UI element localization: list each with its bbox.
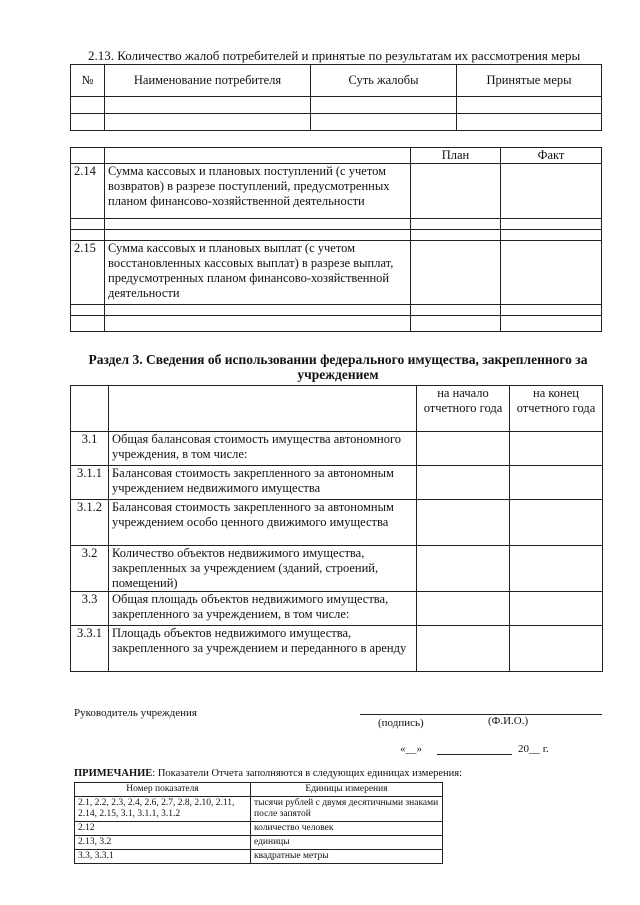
head-of-institution-label: Руководитель учреждения <box>74 707 197 719</box>
note-label: ПРИМЕЧАНИЕ <box>74 768 153 779</box>
row-number: 3.3.1 <box>71 626 109 672</box>
unit-name: квадратные метры <box>251 850 443 864</box>
note-text: : Показатели Отчета заполняются в следующих единицах измерения: <box>152 768 463 779</box>
indicator-codes: 2.13, 3.2 <box>75 836 251 850</box>
col-header-unit: Единицы измерения <box>251 783 443 797</box>
col-header-measures: Принятые меры <box>457 65 602 97</box>
col-header-complaint: Суть жалобы <box>311 65 457 97</box>
col-header-fact: Факт <box>501 148 602 164</box>
fio-caption: (Ф.И.О.) <box>488 715 529 727</box>
section-2-13-title: 2.13. Количество жалоб потребителей и принятые по результатам их рассмотрения меры <box>88 48 581 63</box>
note-heading <box>74 768 462 779</box>
row-number: 2.15 <box>71 241 105 305</box>
row-text: Площадь объектов недвижимого имущества, закрепленного за учреждением и переданного в аренду <box>109 626 417 672</box>
table-row <box>71 626 603 672</box>
row-number: 3.1.1 <box>71 466 109 500</box>
plan-fact-table <box>70 147 602 332</box>
row-text: Сумма кассовых и плановых поступлений (с учетом возвратов) в разрезе поступлений, предусмотренных планом финансово-хозяйственной деятельности <box>105 164 411 219</box>
row-text: Общая площадь объектов недвижимого имущества, закрепленного за учреждением, в том числе: <box>109 592 417 626</box>
table-row <box>71 500 603 546</box>
col-header-start-year: на начало отчетного года <box>417 386 510 432</box>
col-header-consumer: Наименование потребителя <box>105 65 311 97</box>
table-row <box>71 432 603 466</box>
row-text: Общая балансовая стоимость имущества автономного учреждения, в том числе: <box>109 432 417 466</box>
row-number: 2.14 <box>71 164 105 219</box>
table-row <box>71 546 603 592</box>
row-number: 3.3 <box>71 592 109 626</box>
row-number: 3.1.2 <box>71 500 109 546</box>
row-text: Балансовая стоимость закрепленного за автономным учреждением особо ценного движимого имущества <box>109 500 417 546</box>
row-text: Балансовая стоимость закрепленного за автономным учреждением недвижимого имущества <box>109 466 417 500</box>
signature-line <box>360 714 602 715</box>
table-row <box>75 822 443 836</box>
table-row <box>75 850 443 864</box>
row-text: Количество объектов недвижимого имущества, закрепленных за учреждением (зданий, строений, помещений) <box>109 546 417 592</box>
indicator-codes: 2.12 <box>75 822 251 836</box>
section-3-title: Раздел 3. Сведения об использовании федерального имущества, закрепленного за учреждением <box>88 352 588 382</box>
col-header-plan: План <box>411 148 501 164</box>
table-row <box>71 97 602 114</box>
date-line <box>437 754 512 755</box>
col-header-number: № <box>71 65 105 97</box>
row-number: 3.2 <box>71 546 109 592</box>
property-table <box>70 385 603 672</box>
indicator-codes: 2.1, 2.2, 2.3, 2.4, 2.6, 2.7, 2.8, 2.10, 2.11, 2.14, 2.15, 3.1, 3.1.1, 3.1.2 <box>75 797 251 822</box>
unit-name: единицы <box>251 836 443 850</box>
table-row <box>71 114 602 131</box>
table-row <box>71 241 602 305</box>
unit-name: тысячи рублей с двумя десятичными знаками после запятой <box>251 797 443 822</box>
units-table <box>74 782 443 864</box>
signature-caption: (подпись) <box>378 717 424 729</box>
table-row <box>71 164 602 219</box>
row-text: Сумма кассовых и плановых выплат (с учетом восстановленных кассовых выплат) в разрезе выплат, предусмотренных планом финансово-хозяйственной деятельности <box>105 241 411 305</box>
row-number: 3.1 <box>71 432 109 466</box>
col-header-indicator-number: Номер показателя <box>75 783 251 797</box>
unit-name: количество человек <box>251 822 443 836</box>
table-row <box>75 797 443 822</box>
table-row <box>71 466 603 500</box>
indicator-codes: 3.3, 3.3.1 <box>75 850 251 864</box>
table-row <box>75 836 443 850</box>
table-row <box>71 592 603 626</box>
complaints-table <box>70 64 602 131</box>
col-header-end-year: на конец отчетного года <box>510 386 603 432</box>
date-day: «__» <box>400 743 422 755</box>
date-year: 20__ г. <box>518 743 549 755</box>
